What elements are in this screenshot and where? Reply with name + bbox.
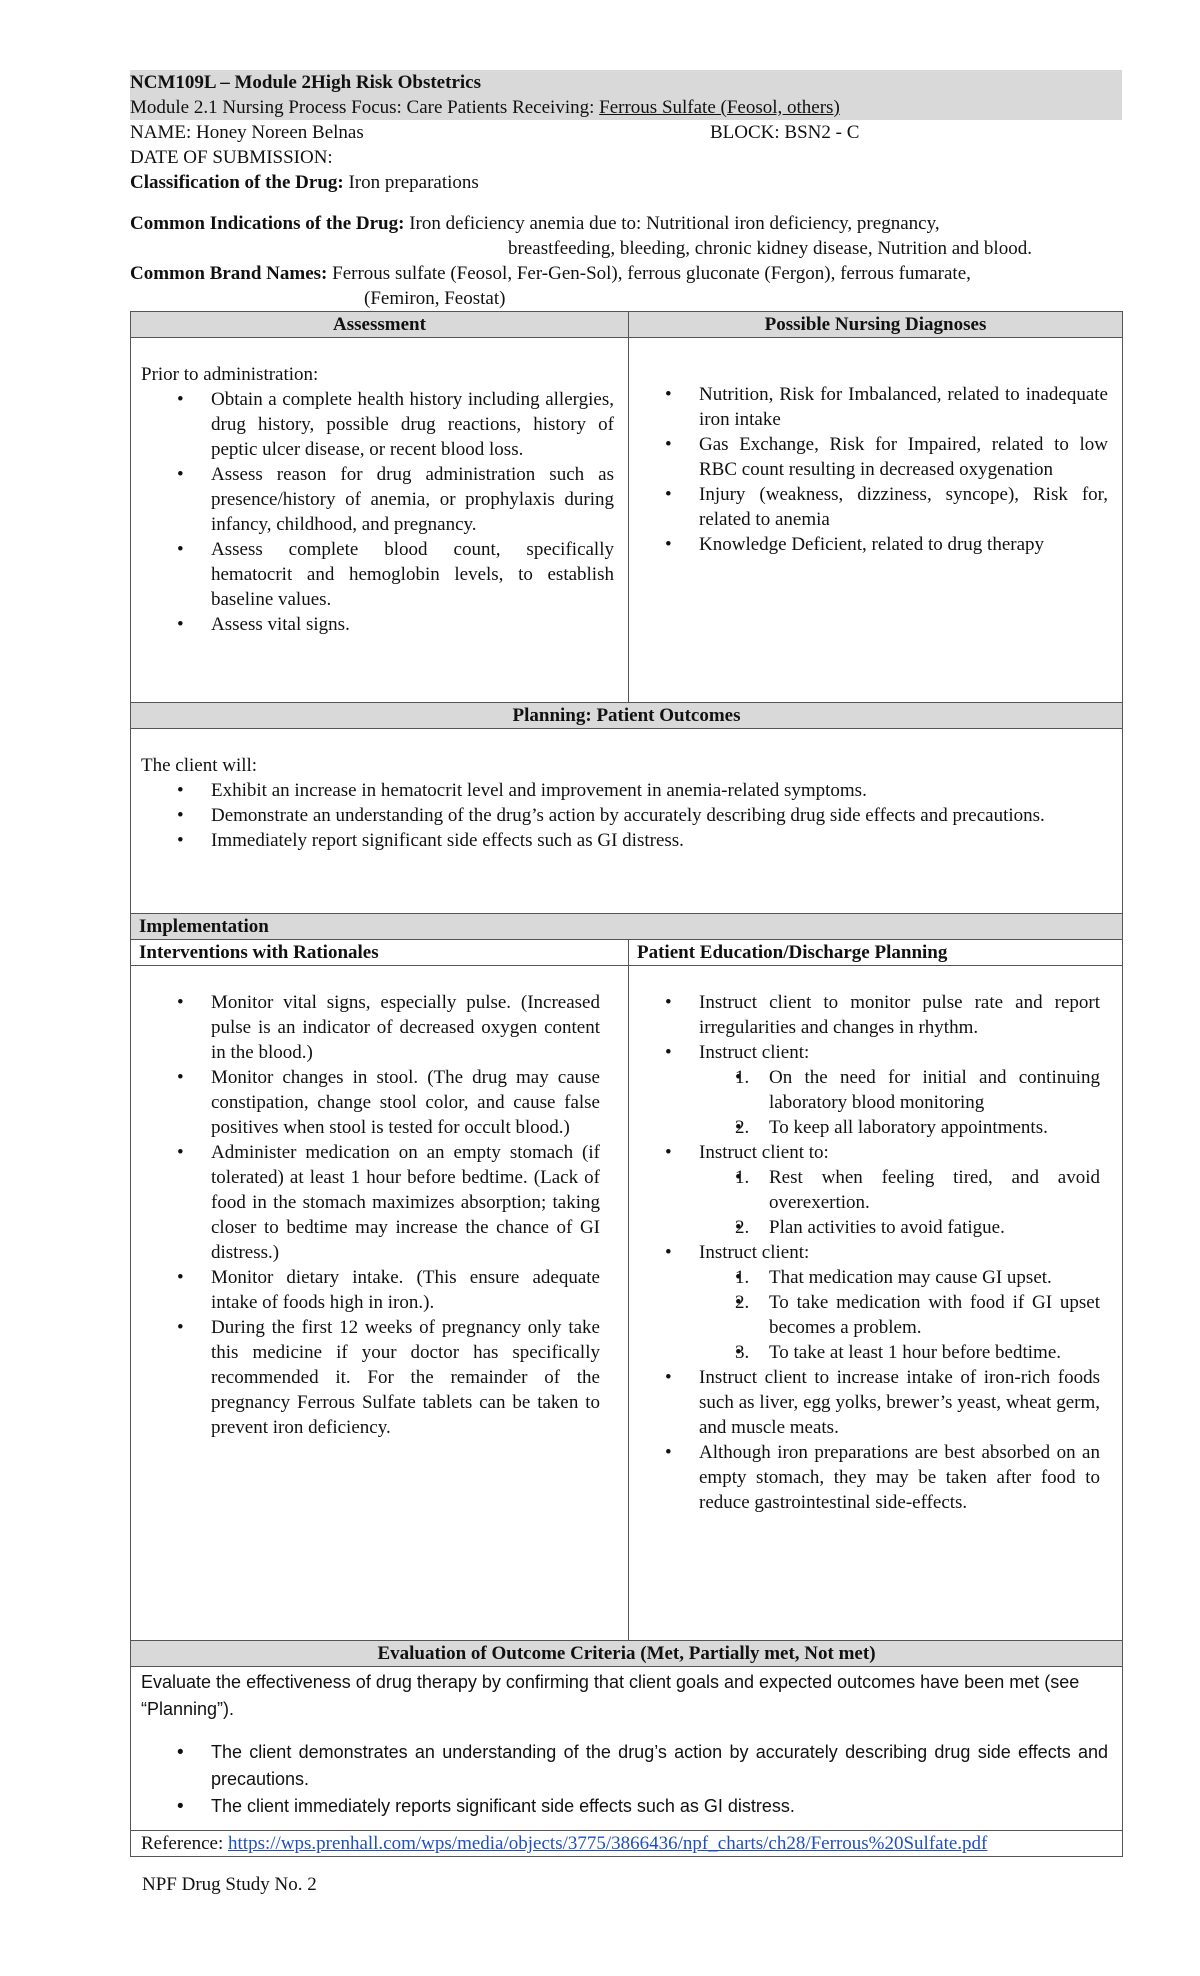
- name-block-line: [130, 120, 1122, 145]
- classification-line: [130, 170, 1122, 195]
- diagnosis-item: • Knowledge Deficient, related to drug therapy: [699, 532, 1108, 557]
- evaluation-heading: Evaluation of Outcome Criteria (Met, Partially met, Not met): [131, 1641, 1123, 1667]
- education-subitem: [735, 1115, 1100, 1140]
- evaluation-item: • The client immediately reports significant side effects such as GI distress.: [211, 1793, 1108, 1820]
- education-subitem-text: To take at least 1 hour before bedtime.: [769, 1342, 1062, 1363]
- diagnosis-item: • Gas Exchange, Risk for Impaired, related to low RBC count resulting in decreased oxygenation: [699, 432, 1108, 482]
- intervention-item: • Administer medication on an empty stomach (if tolerated) at least 1 hour before bedtime. (Lack of food in the stomach maximizes absorption; taking closer to bedtime may increase the chance of GI distress.): [211, 1140, 600, 1265]
- reference-cell: [131, 1831, 1123, 1857]
- education-item: [699, 1040, 1100, 1140]
- education-subitem-text: To take medication with food if GI upset becomes a problem.: [769, 1292, 1100, 1338]
- brands-label: Common Brand Names:: [130, 263, 328, 284]
- education-item-text: Instruct client:: [699, 1242, 810, 1263]
- reference-link[interactable]: https://wps.prenhall.com/wps/media/objects/3775/3866436/npf_charts/ch28/Ferrous%20Sulfate.pdf: [228, 1833, 988, 1854]
- education-item-text: Instruct client to monitor pulse rate and report irregularities and changes in rhythm.: [699, 992, 1100, 1038]
- assessment-item: • Assess reason for drug administration such as presence/history of anemia, or prophylaxis during infancy, childhood, and pregnancy.: [211, 462, 614, 537]
- subitem-number: • 2.: [735, 1117, 750, 1138]
- document-header: [130, 70, 1122, 311]
- module-prefix: Module 2.1 Nursing Process Focus: Care Patients Receiving:: [130, 97, 600, 118]
- evaluation-intro: Evaluate the effectiveness of drug therapy by confirming that client goals and expected outcomes have been met (see “Planning”).: [141, 1672, 1080, 1719]
- diagnosis-item: • Nutrition, Risk for Imbalanced, related to inadequate iron intake: [699, 382, 1108, 432]
- brands-text-2: (Femiron, Feostat): [364, 288, 506, 309]
- assessment-heading: Assessment: [131, 312, 629, 338]
- brands-line: [130, 261, 1122, 286]
- education-subitem: [735, 1340, 1100, 1365]
- education-item: [699, 1365, 1100, 1440]
- planning-list: [141, 778, 1108, 853]
- education-subitem: [735, 1065, 1100, 1115]
- planning-outcome-item: • Demonstrate an understanding of the drug’s action by accurately describing drug side effects and precautions.: [211, 803, 1108, 828]
- evaluation-list: [141, 1739, 1108, 1820]
- diagnoses-heading: Possible Nursing Diagnoses: [629, 312, 1123, 338]
- interventions-cell: [131, 966, 629, 1641]
- education-item: [699, 1240, 1100, 1365]
- course-title: NCM109L – Module 2High Risk Obstetrics: [130, 70, 1122, 95]
- assessment-intro: Prior to administration:: [141, 364, 319, 385]
- planning-outcome-item: • Exhibit an increase in hematocrit level and improvement in anemia-related symptoms.: [211, 778, 1108, 803]
- assessment-item: • Assess vital signs.: [211, 612, 614, 637]
- indications-text-2: breastfeeding, bleeding, chronic kidney disease, Nutrition and blood.: [508, 238, 1032, 259]
- education-item-text: Instruct client to increase intake of iron-rich foods such as liver, egg yolks, brewer’s yeast, wheat germ, and muscle meats.: [699, 1367, 1100, 1438]
- module-line: [130, 95, 1122, 120]
- education-subitem-text: On the need for initial and continuing laboratory blood monitoring: [769, 1067, 1100, 1113]
- student-name: NAME: Honey Noreen Belnas: [130, 122, 364, 143]
- education-subitem-text: To keep all laboratory appointments.: [769, 1117, 1048, 1138]
- subitem-number: • 1.: [735, 1167, 750, 1188]
- interventions-list: [141, 990, 600, 1440]
- evaluation-cell: [131, 1667, 1123, 1831]
- classification-value: Iron preparations: [343, 172, 479, 193]
- assessment-item: • Assess complete blood count, specifically hematocrit and hemoglobin levels, to establish baseline values.: [211, 537, 614, 612]
- intervention-item: • During the first 12 weeks of pregnancy only take this medicine if your doctor has specifically recommended it. For the remainder of the pregnancy Ferrous Sulfate tablets can be taken to prevent iron deficiency.: [211, 1315, 600, 1440]
- block-label: BLOCK: BSN2 - C: [710, 122, 860, 143]
- education-subitem-text: That medication may cause GI upset.: [769, 1267, 1052, 1288]
- education-subitem-text: Rest when feeling tired, and avoid overexertion.: [769, 1167, 1100, 1213]
- assessment-list: [141, 387, 614, 637]
- reference-label: Reference:: [141, 1833, 229, 1854]
- education-subitem: [735, 1165, 1100, 1215]
- implementation-heading: Implementation: [131, 914, 1123, 940]
- education-sublist: [699, 1165, 1100, 1240]
- subitem-number: • 2.: [735, 1217, 750, 1238]
- education-heading: Patient Education/Discharge Planning: [629, 940, 1123, 966]
- assessment-item: • Obtain a complete health history including allergies, drug history, possible drug reactions, history of peptic ulcer disease, or recent blood loss.: [211, 387, 614, 462]
- education-subitem: [735, 1215, 1100, 1240]
- subitem-number: • 1.: [735, 1067, 750, 1088]
- module-drug: Ferrous Sulfate (Feosol, others): [599, 97, 840, 118]
- subitem-number: • 2.: [735, 1292, 750, 1313]
- intervention-item: • Monitor dietary intake. (This ensure adequate intake of foods high in iron.).: [211, 1265, 600, 1315]
- evaluation-item: • The client demonstrates an understanding of the drug’s action by accurately describing drug side effects and precautions.: [211, 1739, 1108, 1793]
- indications-line: [130, 211, 1122, 236]
- document-page: [130, 0, 1122, 1857]
- education-item: [699, 990, 1100, 1040]
- education-subitem: [735, 1265, 1100, 1290]
- indications-text-1: Iron deficiency anemia due to: Nutritional iron deficiency, pregnancy,: [404, 213, 940, 234]
- indications-label: Common Indications of the Drug:: [130, 213, 405, 234]
- date-of-submission: DATE OF SUBMISSION:: [130, 147, 333, 168]
- intervention-item: • Monitor changes in stool. (The drug may cause constipation, change stool color, and cause false positives when stool is tested for occult blood.): [211, 1065, 600, 1140]
- intervention-item: • Monitor vital signs, especially pulse. (Increased pulse is an indicator of decreased oxygen content in the blood.): [211, 990, 600, 1065]
- subitem-number: • 3.: [735, 1342, 750, 1363]
- planning-cell: [131, 729, 1123, 914]
- education-item: [699, 1140, 1100, 1240]
- planning-heading: Planning: Patient Outcomes: [131, 703, 1123, 729]
- classification-label: Classification of the Drug:: [130, 172, 344, 193]
- interventions-heading: Interventions with Rationales: [131, 940, 629, 966]
- education-item: [699, 1440, 1100, 1515]
- education-item-text: Instruct client to:: [699, 1142, 829, 1163]
- diagnoses-cell: [629, 338, 1123, 703]
- nursing-process-table: [130, 311, 1123, 1857]
- diagnosis-item: • Injury (weakness, dizziness, syncope), Risk for, related to anemia: [699, 482, 1108, 532]
- education-item-text: Instruct client:: [699, 1042, 810, 1063]
- page-footer: NPF Drug Study No. 2: [142, 1874, 317, 1895]
- education-sublist: [699, 1265, 1100, 1365]
- planning-outcome-item: • Immediately report significant side effects such as GI distress.: [211, 828, 1108, 853]
- education-subitem: [735, 1290, 1100, 1340]
- assessment-cell: [131, 338, 629, 703]
- diagnoses-list: [639, 382, 1108, 557]
- education-list: [639, 990, 1100, 1515]
- education-subitem-text: Plan activities to avoid fatigue.: [769, 1217, 1005, 1238]
- education-cell: [629, 966, 1123, 1641]
- brands-text-1: Ferrous sulfate (Feosol, Fer-Gen-Sol), ferrous gluconate (Fergon), ferrous fumarate,: [327, 263, 971, 284]
- education-item-text: Although iron preparations are best absorbed on an empty stomach, they may be taken after food to reduce gastrointestinal side-effects.: [699, 1442, 1100, 1513]
- planning-intro: The client will:: [141, 755, 258, 776]
- education-sublist: [699, 1065, 1100, 1140]
- subitem-number: • 1.: [735, 1267, 750, 1288]
